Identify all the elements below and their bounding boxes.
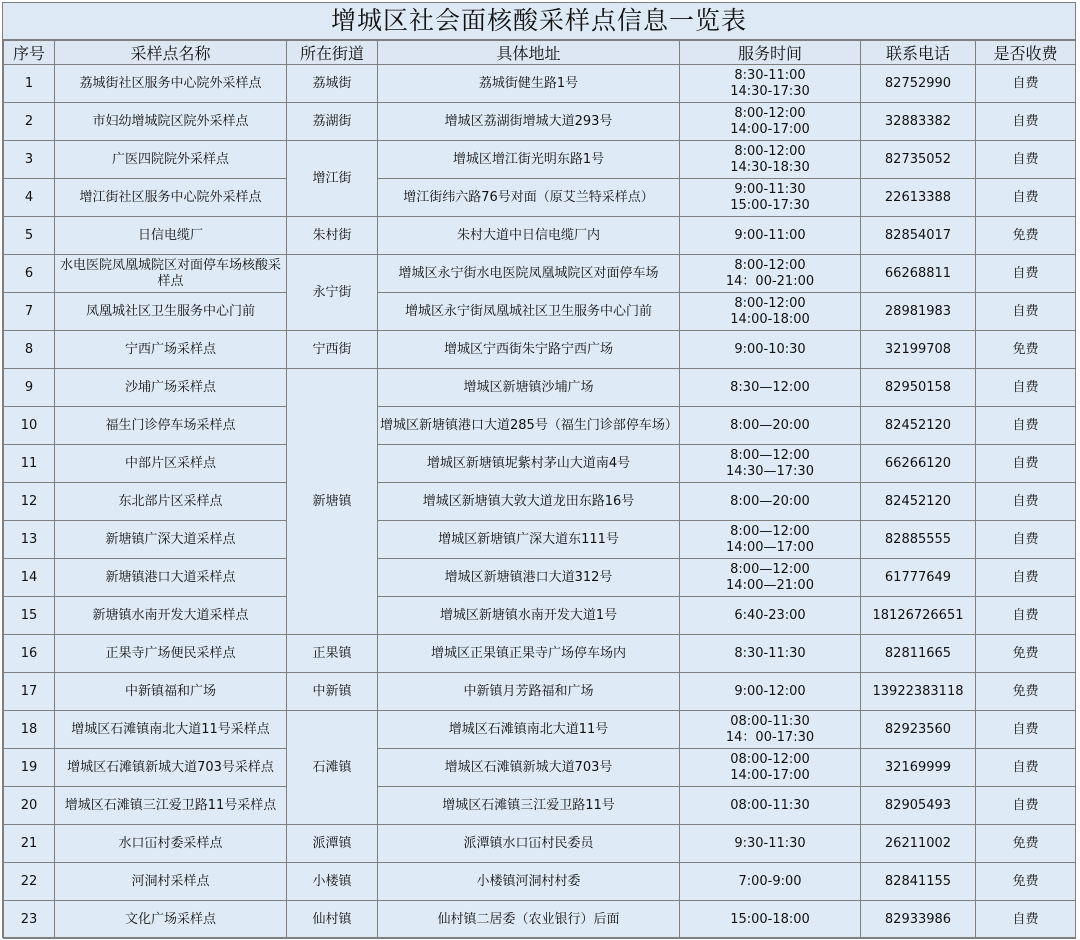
cell-address: 增城区石滩镇新城大道703号	[378, 749, 680, 787]
cell-street: 石滩镇	[287, 711, 378, 825]
cell-address: 中新镇月芳路福和广场	[378, 673, 680, 711]
cell-no: 17	[4, 673, 55, 711]
cell-street: 新塘镇	[287, 369, 378, 635]
cell-time: 8:30—12:00	[680, 369, 861, 407]
cell-address: 增城区宁西街朱宁路宁西广场	[378, 331, 680, 369]
table-row	[4, 65, 1076, 103]
cell-fee: 免费	[976, 825, 1076, 863]
cell-phone: 82933986	[861, 901, 976, 939]
header-fee: 是否收费	[976, 41, 1076, 65]
cell-address: 小楼镇河洞村村委	[378, 863, 680, 901]
cell-time: 8:00—12:00 14:00—17:00	[680, 521, 861, 559]
cell-phone: 28981983	[861, 293, 976, 331]
cell-phone: 82950158	[861, 369, 976, 407]
cell-street: 荔湖街	[287, 103, 378, 141]
cell-fee: 自费	[976, 407, 1076, 445]
cell-name: 中新镇福和广场	[55, 673, 287, 711]
cell-no: 16	[4, 635, 55, 673]
cell-phone: 82452120	[861, 407, 976, 445]
cell-fee: 免费	[976, 673, 1076, 711]
cell-street: 宁西街	[287, 331, 378, 369]
cell-street: 仙村镇	[287, 901, 378, 939]
table-title: 增城区社会面核酸采样点信息一览表	[3, 3, 1075, 40]
cell-street: 荔城街	[287, 65, 378, 103]
cell-fee: 自费	[976, 103, 1076, 141]
cell-address: 增城区新塘镇港口大道312号	[378, 559, 680, 597]
cell-phone: 82811665	[861, 635, 976, 673]
cell-address: 增城区新塘镇港口大道285号（福生门诊部停车场）	[378, 407, 680, 445]
table-row	[4, 787, 1076, 825]
cell-time: 9:00-10:30	[680, 331, 861, 369]
cell-name: 广医四院院外采样点	[55, 141, 287, 179]
cell-time: 9:00-11:30 15:00-17:30	[680, 179, 861, 217]
cell-fee: 自费	[976, 559, 1076, 597]
cell-no: 11	[4, 445, 55, 483]
cell-address: 增城区石滩镇三江爱卫路11号	[378, 787, 680, 825]
header-name: 采样点名称	[55, 41, 287, 65]
cell-name: 新塘镇水南开发大道采样点	[55, 597, 287, 635]
table-row	[4, 331, 1076, 369]
cell-address: 增城区新塘镇水南开发大道1号	[378, 597, 680, 635]
cell-time: 8:00—20:00	[680, 483, 861, 521]
cell-no: 5	[4, 217, 55, 255]
cell-phone: 61777649	[861, 559, 976, 597]
cell-no: 12	[4, 483, 55, 521]
cell-fee: 自费	[976, 293, 1076, 331]
cell-name: 中部片区采样点	[55, 445, 287, 483]
cell-name: 增江街社区服务中心院外采样点	[55, 179, 287, 217]
table-row	[4, 369, 1076, 407]
table-row	[4, 293, 1076, 331]
header-no: 序号	[4, 41, 55, 65]
cell-time: 8:00-12:00 14:30-18:30	[680, 141, 861, 179]
cell-address: 仙村镇二居委（农业银行）后面	[378, 901, 680, 939]
cell-address: 朱村大道中日信电缆厂内	[378, 217, 680, 255]
cell-no: 14	[4, 559, 55, 597]
cell-time: 8:00-12:00 14:00-18:00	[680, 293, 861, 331]
cell-fee: 免费	[976, 635, 1076, 673]
table-row	[4, 103, 1076, 141]
cell-time: 7:00-9:00	[680, 863, 861, 901]
cell-street: 正果镇	[287, 635, 378, 673]
cell-phone: 22613388	[861, 179, 976, 217]
cell-phone: 13922383118	[861, 673, 976, 711]
header-time: 服务时间	[680, 41, 861, 65]
cell-fee: 自费	[976, 179, 1076, 217]
cell-fee: 自费	[976, 787, 1076, 825]
cell-fee: 自费	[976, 597, 1076, 635]
cell-name: 增城区石滩镇南北大道11号采样点	[55, 711, 287, 749]
table-row	[4, 141, 1076, 179]
cell-name: 河洞村采样点	[55, 863, 287, 901]
cell-address: 增城区新塘镇大敦大道龙田东路16号	[378, 483, 680, 521]
cell-phone: 32883382	[861, 103, 976, 141]
cell-name: 荔城街社区服务中心院外采样点	[55, 65, 287, 103]
cell-time: 08:00-11:30 14：00-17:30	[680, 711, 861, 749]
table-row	[4, 635, 1076, 673]
cell-address: 增城区新塘镇沙埔广场	[378, 369, 680, 407]
cell-time: 8:00-12:00 14：00-21:00	[680, 255, 861, 293]
table-row	[4, 749, 1076, 787]
cell-no: 1	[4, 65, 55, 103]
cell-name: 水电医院凤凰城院区对面停车场核酸采样点	[55, 255, 287, 293]
cell-fee: 自费	[976, 255, 1076, 293]
sampling-points-table	[3, 40, 1076, 939]
cell-time: 8:00—12:00 14:30—17:30	[680, 445, 861, 483]
cell-time: 9:00-11:00	[680, 217, 861, 255]
cell-no: 4	[4, 179, 55, 217]
cell-name: 日信电缆厂	[55, 217, 287, 255]
cell-address: 增城区石滩镇南北大道11号	[378, 711, 680, 749]
table-row	[4, 863, 1076, 901]
table-row	[4, 711, 1076, 749]
cell-phone: 32169999	[861, 749, 976, 787]
cell-time: 15:00-18:00	[680, 901, 861, 939]
cell-name: 正果寺广场便民采样点	[55, 635, 287, 673]
cell-name: 福生门诊停车场采样点	[55, 407, 287, 445]
cell-fee: 免费	[976, 331, 1076, 369]
cell-street: 增江街	[287, 141, 378, 217]
cell-phone: 66266120	[861, 445, 976, 483]
cell-time: 6:40-23:00	[680, 597, 861, 635]
cell-no: 3	[4, 141, 55, 179]
cell-address: 增城区永宁街水电医院凤凰城院区对面停车场	[378, 255, 680, 293]
cell-phone: 32199708	[861, 331, 976, 369]
cell-name: 新塘镇广深大道采样点	[55, 521, 287, 559]
table-row	[4, 559, 1076, 597]
table-row	[4, 255, 1076, 293]
table-row	[4, 597, 1076, 635]
cell-no: 21	[4, 825, 55, 863]
cell-phone: 82735052	[861, 141, 976, 179]
cell-street: 永宁街	[287, 255, 378, 331]
cell-fee: 自费	[976, 369, 1076, 407]
cell-fee: 自费	[976, 901, 1076, 939]
cell-no: 22	[4, 863, 55, 901]
cell-phone: 66268811	[861, 255, 976, 293]
cell-fee: 自费	[976, 141, 1076, 179]
cell-name: 增城区石滩镇三江爱卫路11号采样点	[55, 787, 287, 825]
cell-name: 增城区石滩镇新城大道703号采样点	[55, 749, 287, 787]
cell-no: 9	[4, 369, 55, 407]
cell-no: 13	[4, 521, 55, 559]
header-row	[4, 41, 1076, 65]
cell-name: 水口冚村委采样点	[55, 825, 287, 863]
cell-street: 派潭镇	[287, 825, 378, 863]
table-row	[4, 673, 1076, 711]
cell-phone: 18126726651	[861, 597, 976, 635]
cell-phone: 82885555	[861, 521, 976, 559]
cell-name: 东北部片区采样点	[55, 483, 287, 521]
cell-no: 6	[4, 255, 55, 293]
table-row	[4, 825, 1076, 863]
cell-name: 沙埔广场采样点	[55, 369, 287, 407]
table-row	[4, 445, 1076, 483]
cell-phone: 26211002	[861, 825, 976, 863]
cell-no: 19	[4, 749, 55, 787]
cell-name: 宁西广场采样点	[55, 331, 287, 369]
table-body	[4, 65, 1076, 939]
spreadsheet	[2, 2, 1076, 938]
cell-name: 市妇幼增城院区院外采样点	[55, 103, 287, 141]
cell-no: 23	[4, 901, 55, 939]
cell-time: 08:00-11:30	[680, 787, 861, 825]
cell-phone: 82452120	[861, 483, 976, 521]
cell-no: 18	[4, 711, 55, 749]
cell-fee: 免费	[976, 217, 1076, 255]
cell-fee: 自费	[976, 445, 1076, 483]
table-row	[4, 483, 1076, 521]
cell-address: 增城区增江街光明东路1号	[378, 141, 680, 179]
cell-time: 9:30-11:30	[680, 825, 861, 863]
cell-time: 8:30-11:30	[680, 635, 861, 673]
cell-fee: 免费	[976, 863, 1076, 901]
cell-time: 8:00—12:00 14:00—21:00	[680, 559, 861, 597]
cell-no: 7	[4, 293, 55, 331]
cell-fee: 自费	[976, 521, 1076, 559]
table-row	[4, 521, 1076, 559]
cell-no: 10	[4, 407, 55, 445]
cell-time: 9:00-12:00	[680, 673, 861, 711]
cell-no: 20	[4, 787, 55, 825]
cell-fee: 自费	[976, 711, 1076, 749]
cell-name: 凤凰城社区卫生服务中心门前	[55, 293, 287, 331]
cell-address: 荔城街健生路1号	[378, 65, 680, 103]
cell-fee: 自费	[976, 749, 1076, 787]
cell-time: 8:30-11:00 14:30-17:30	[680, 65, 861, 103]
cell-street: 小楼镇	[287, 863, 378, 901]
cell-fee: 自费	[976, 65, 1076, 103]
cell-time: 08:00-12:00 14:00-17:00	[680, 749, 861, 787]
cell-address: 派潭镇水口冚村民委员	[378, 825, 680, 863]
cell-no: 8	[4, 331, 55, 369]
cell-time: 8:00-12:00 14:00-17:00	[680, 103, 861, 141]
cell-no: 15	[4, 597, 55, 635]
cell-phone: 82752990	[861, 65, 976, 103]
cell-street: 中新镇	[287, 673, 378, 711]
cell-address: 增江街纬六路76号对面（原艾兰特采样点）	[378, 179, 680, 217]
header-address: 具体地址	[378, 41, 680, 65]
cell-address: 增城区新塘镇坭紫村茅山大道南4号	[378, 445, 680, 483]
cell-no: 2	[4, 103, 55, 141]
cell-name: 新塘镇港口大道采样点	[55, 559, 287, 597]
cell-fee: 自费	[976, 483, 1076, 521]
cell-address: 增城区荔湖街增城大道293号	[378, 103, 680, 141]
cell-street: 朱村街	[287, 217, 378, 255]
cell-time: 8:00—20:00	[680, 407, 861, 445]
cell-phone: 82923560	[861, 711, 976, 749]
table-row	[4, 901, 1076, 939]
table-row	[4, 407, 1076, 445]
header-street: 所在街道	[287, 41, 378, 65]
cell-address: 增城区正果镇正果寺广场停车场内	[378, 635, 680, 673]
cell-phone: 82841155	[861, 863, 976, 901]
header-phone: 联系电话	[861, 41, 976, 65]
table-row	[4, 179, 1076, 217]
cell-address: 增城区永宁街凤凰城社区卫生服务中心门前	[378, 293, 680, 331]
cell-phone: 82905493	[861, 787, 976, 825]
table-row	[4, 217, 1076, 255]
cell-address: 增城区新塘镇广深大道东111号	[378, 521, 680, 559]
cell-phone: 82854017	[861, 217, 976, 255]
cell-name: 文化广场采样点	[55, 901, 287, 939]
